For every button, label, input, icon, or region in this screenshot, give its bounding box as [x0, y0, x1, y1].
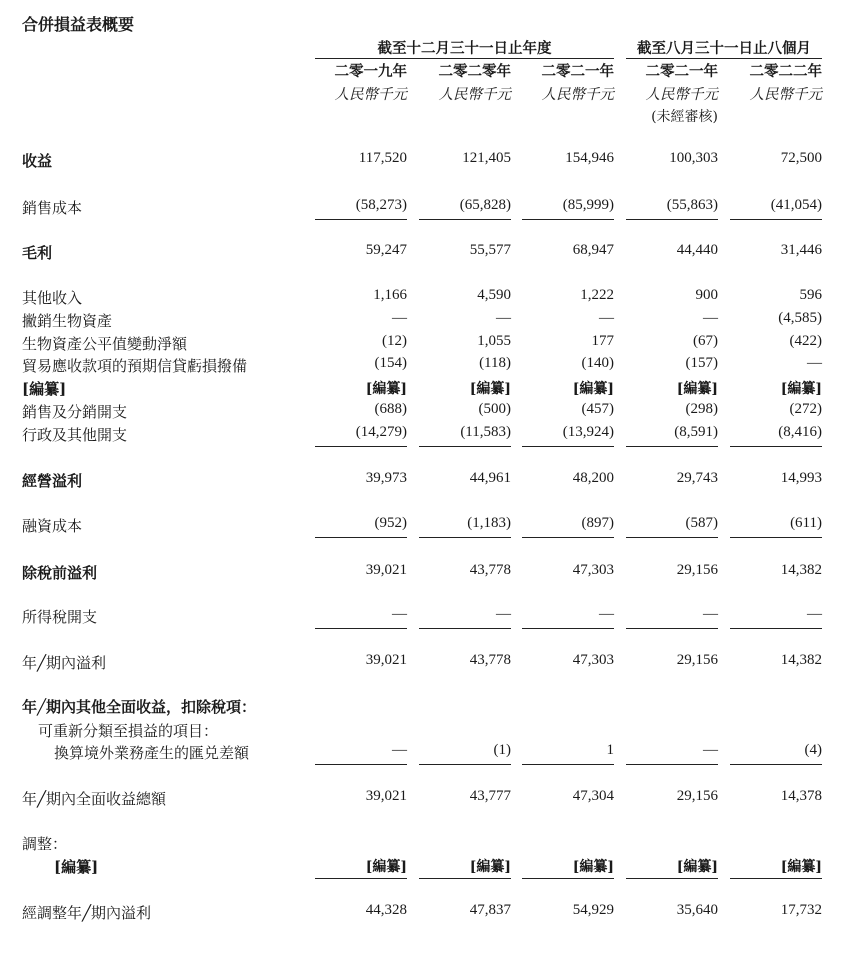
total-underline — [315, 219, 407, 220]
total-underline — [730, 878, 822, 879]
row-label: 可重新分類至損益的項目： — [38, 722, 219, 740]
table-cell: 39,021 — [365, 788, 407, 804]
header-group-years-ended-dec31: 截至十二月三十一日止年度 — [377, 40, 552, 57]
table-cell: — — [496, 606, 511, 622]
total-underline — [522, 537, 614, 538]
table-cell: 72,500 — [780, 150, 822, 166]
table-cell: (67) — [693, 333, 718, 349]
row-label: 除稅前溢利 — [22, 564, 98, 582]
header-year-col-3: 二零二一年 — [541, 63, 614, 80]
table-cell: [編纂] — [469, 859, 511, 875]
total-underline — [419, 628, 511, 629]
table-cell: (8,591) — [674, 424, 718, 440]
table-cell: [編纂] — [365, 859, 407, 875]
total-underline — [626, 219, 718, 220]
total-underline — [315, 878, 407, 879]
header-group2-underline — [626, 58, 822, 59]
row-label: [編纂] — [54, 858, 99, 876]
table-cell: (85,999) — [562, 197, 614, 213]
header-unit-col-3: 人民幣千元 — [541, 87, 614, 103]
total-underline — [315, 446, 407, 447]
total-underline — [522, 219, 614, 220]
table-cell: (500) — [478, 401, 511, 417]
table-cell: (8,416) — [778, 424, 822, 440]
table-cell: 100,303 — [669, 150, 718, 166]
table-cell: (688) — [374, 401, 407, 417]
row-label: 換算境外業務產生的匯兑差額 — [54, 744, 250, 762]
row-label: 銷售成本 — [22, 199, 83, 217]
table-cell: 43,777 — [469, 788, 511, 804]
row-label: 經調整年╱期內溢利 — [22, 904, 152, 922]
total-underline — [626, 764, 718, 765]
header-year-col-2: 二零二零年 — [438, 63, 511, 80]
total-underline — [315, 628, 407, 629]
total-underline — [626, 446, 718, 447]
row-label: 生物資產公平值變動淨額 — [22, 335, 188, 353]
table-cell: [編纂] — [676, 381, 718, 397]
header-unit-col-2: 人民幣千元 — [438, 87, 511, 103]
row-label: 貿易應收款項的預期信貸虧損撥備 — [22, 357, 248, 375]
table-cell: (272) — [789, 401, 822, 417]
table-cell: — — [703, 606, 718, 622]
table-cell: 54,929 — [572, 902, 614, 918]
table-cell: (4) — [804, 742, 822, 758]
table-cell: (140) — [581, 355, 614, 371]
table-cell: [編纂] — [572, 859, 614, 875]
row-label: 年╱期內全面收益總額 — [22, 790, 167, 808]
table-cell: 47,303 — [572, 652, 614, 668]
table-cell: [編纂] — [780, 381, 822, 397]
table-cell: (611) — [790, 515, 822, 531]
total-underline — [419, 446, 511, 447]
table-cell: (154) — [374, 355, 407, 371]
header-unit-col-1: 人民幣千元 — [334, 87, 407, 103]
table-cell: 17,732 — [780, 902, 822, 918]
row-label: 撇銷生物資產 — [22, 312, 113, 330]
header-year-col-4: 二零二一年 — [645, 63, 718, 80]
table-cell: 596 — [799, 287, 822, 303]
table-cell: (118) — [479, 355, 511, 371]
table-cell: [編纂] — [780, 859, 822, 875]
table-cell: 59,247 — [365, 242, 407, 258]
table-cell: (157) — [685, 355, 718, 371]
table-cell: (12) — [382, 333, 407, 349]
table-cell: 117,520 — [358, 150, 407, 166]
table-cell: 44,328 — [365, 902, 407, 918]
table-cell: 177 — [591, 333, 614, 349]
row-label: 毛利 — [22, 244, 53, 262]
row-label: 融資成本 — [22, 517, 83, 535]
table-cell: 14,993 — [780, 470, 822, 486]
table-cell: 1 — [606, 742, 614, 758]
row-label: 年╱期內溢利 — [22, 654, 107, 672]
table-cell: 68,947 — [572, 242, 614, 258]
table-cell: — — [392, 606, 407, 622]
table-cell: (422) — [789, 333, 822, 349]
table-cell: 35,640 — [676, 902, 718, 918]
total-underline — [730, 628, 822, 629]
table-cell: 1,222 — [580, 287, 614, 303]
table-cell: 31,446 — [780, 242, 822, 258]
total-underline — [419, 219, 511, 220]
table-cell: 29,156 — [676, 652, 718, 668]
total-underline — [730, 764, 822, 765]
table-cell: 14,378 — [780, 788, 822, 804]
total-underline — [626, 628, 718, 629]
table-cell: 121,405 — [462, 150, 511, 166]
row-label: 其他收入 — [22, 289, 83, 307]
table-cell: 39,021 — [365, 562, 407, 578]
table-cell: 14,382 — [780, 562, 822, 578]
table-cell: 47,303 — [572, 562, 614, 578]
row-label: 年╱期內其他全面收益，扣除稅項： — [22, 698, 257, 716]
table-cell: 43,778 — [469, 652, 511, 668]
table-cell: (1) — [493, 742, 511, 758]
table-cell: — — [392, 310, 407, 326]
table-cell: 900 — [695, 287, 718, 303]
total-underline — [522, 446, 614, 447]
row-label: 所得稅開支 — [22, 608, 98, 626]
table-cell: (41,054) — [770, 197, 822, 213]
table-cell: 29,156 — [676, 788, 718, 804]
header-year-col-5: 二零二二年 — [749, 63, 822, 80]
total-underline — [626, 878, 718, 879]
table-cell: (58,273) — [355, 197, 407, 213]
table-cell: (587) — [685, 515, 718, 531]
table-cell: — — [703, 310, 718, 326]
table-cell: 14,382 — [780, 652, 822, 668]
header-group1-underline — [315, 58, 614, 59]
table-cell: 29,156 — [676, 562, 718, 578]
header-group-eight-months-ended-aug31: 截至八月三十一日止八個月 — [637, 40, 811, 57]
total-underline — [522, 628, 614, 629]
total-underline — [315, 537, 407, 538]
table-cell: 39,021 — [365, 652, 407, 668]
table-cell: [編纂] — [469, 381, 511, 397]
table-cell: (952) — [374, 515, 407, 531]
table-cell: 47,304 — [572, 788, 614, 804]
table-cell: 154,946 — [565, 150, 614, 166]
total-underline — [419, 878, 511, 879]
total-underline — [419, 537, 511, 538]
total-underline — [522, 764, 614, 765]
table-cell: 48,200 — [572, 470, 614, 486]
table-cell: (298) — [685, 401, 718, 417]
total-underline — [419, 764, 511, 765]
total-underline — [626, 537, 718, 538]
table-cell: (4,585) — [778, 310, 822, 326]
row-label: 調整： — [22, 835, 68, 853]
header-year-col-1: 二零一九年 — [334, 63, 407, 80]
table-cell: (65,828) — [459, 197, 511, 213]
table-cell: (13,924) — [562, 424, 614, 440]
table-cell: (55,863) — [666, 197, 718, 213]
table-cell: [編纂] — [676, 859, 718, 875]
row-label: 銷售及分銷開支 — [22, 403, 128, 421]
table-cell: (11,583) — [460, 424, 511, 440]
total-underline — [730, 446, 822, 447]
table-cell: 29,743 — [676, 470, 718, 486]
table-cell: 44,440 — [676, 242, 718, 258]
table-cell: 1,166 — [373, 287, 407, 303]
row-label: 收益 — [22, 152, 53, 170]
total-underline — [522, 878, 614, 879]
table-title: 合併損益表概要 — [22, 15, 135, 34]
table-cell: (14,279) — [355, 424, 407, 440]
total-underline — [730, 537, 822, 538]
table-cell: [編纂] — [572, 381, 614, 397]
table-cell: [編纂] — [365, 381, 407, 397]
header-unaudited-note: (未經審核) — [651, 109, 718, 125]
table-cell: 55,577 — [469, 242, 511, 258]
table-cell: 43,778 — [469, 562, 511, 578]
table-cell: (457) — [581, 401, 614, 417]
table-cell: 1,055 — [477, 333, 511, 349]
table-cell: 39,973 — [365, 470, 407, 486]
row-label: 行政及其他開支 — [22, 426, 128, 444]
table-cell: (1,183) — [467, 515, 511, 531]
table-cell: — — [599, 606, 614, 622]
header-unit-col-4: 人民幣千元 — [645, 87, 718, 103]
table-cell: — — [599, 310, 614, 326]
table-cell: — — [807, 355, 822, 371]
table-cell: 44,961 — [469, 470, 511, 486]
total-underline — [315, 764, 407, 765]
header-unit-col-5: 人民幣千元 — [749, 87, 822, 103]
row-label: 經營溢利 — [22, 472, 83, 490]
table-cell: — — [496, 310, 511, 326]
table-cell: — — [703, 742, 718, 758]
total-underline — [730, 219, 822, 220]
table-cell: — — [807, 606, 822, 622]
table-cell: (897) — [581, 515, 614, 531]
row-label: [編纂] — [22, 380, 67, 398]
table-cell: 4,590 — [477, 287, 511, 303]
table-cell: — — [392, 742, 407, 758]
table-cell: 47,837 — [469, 902, 511, 918]
